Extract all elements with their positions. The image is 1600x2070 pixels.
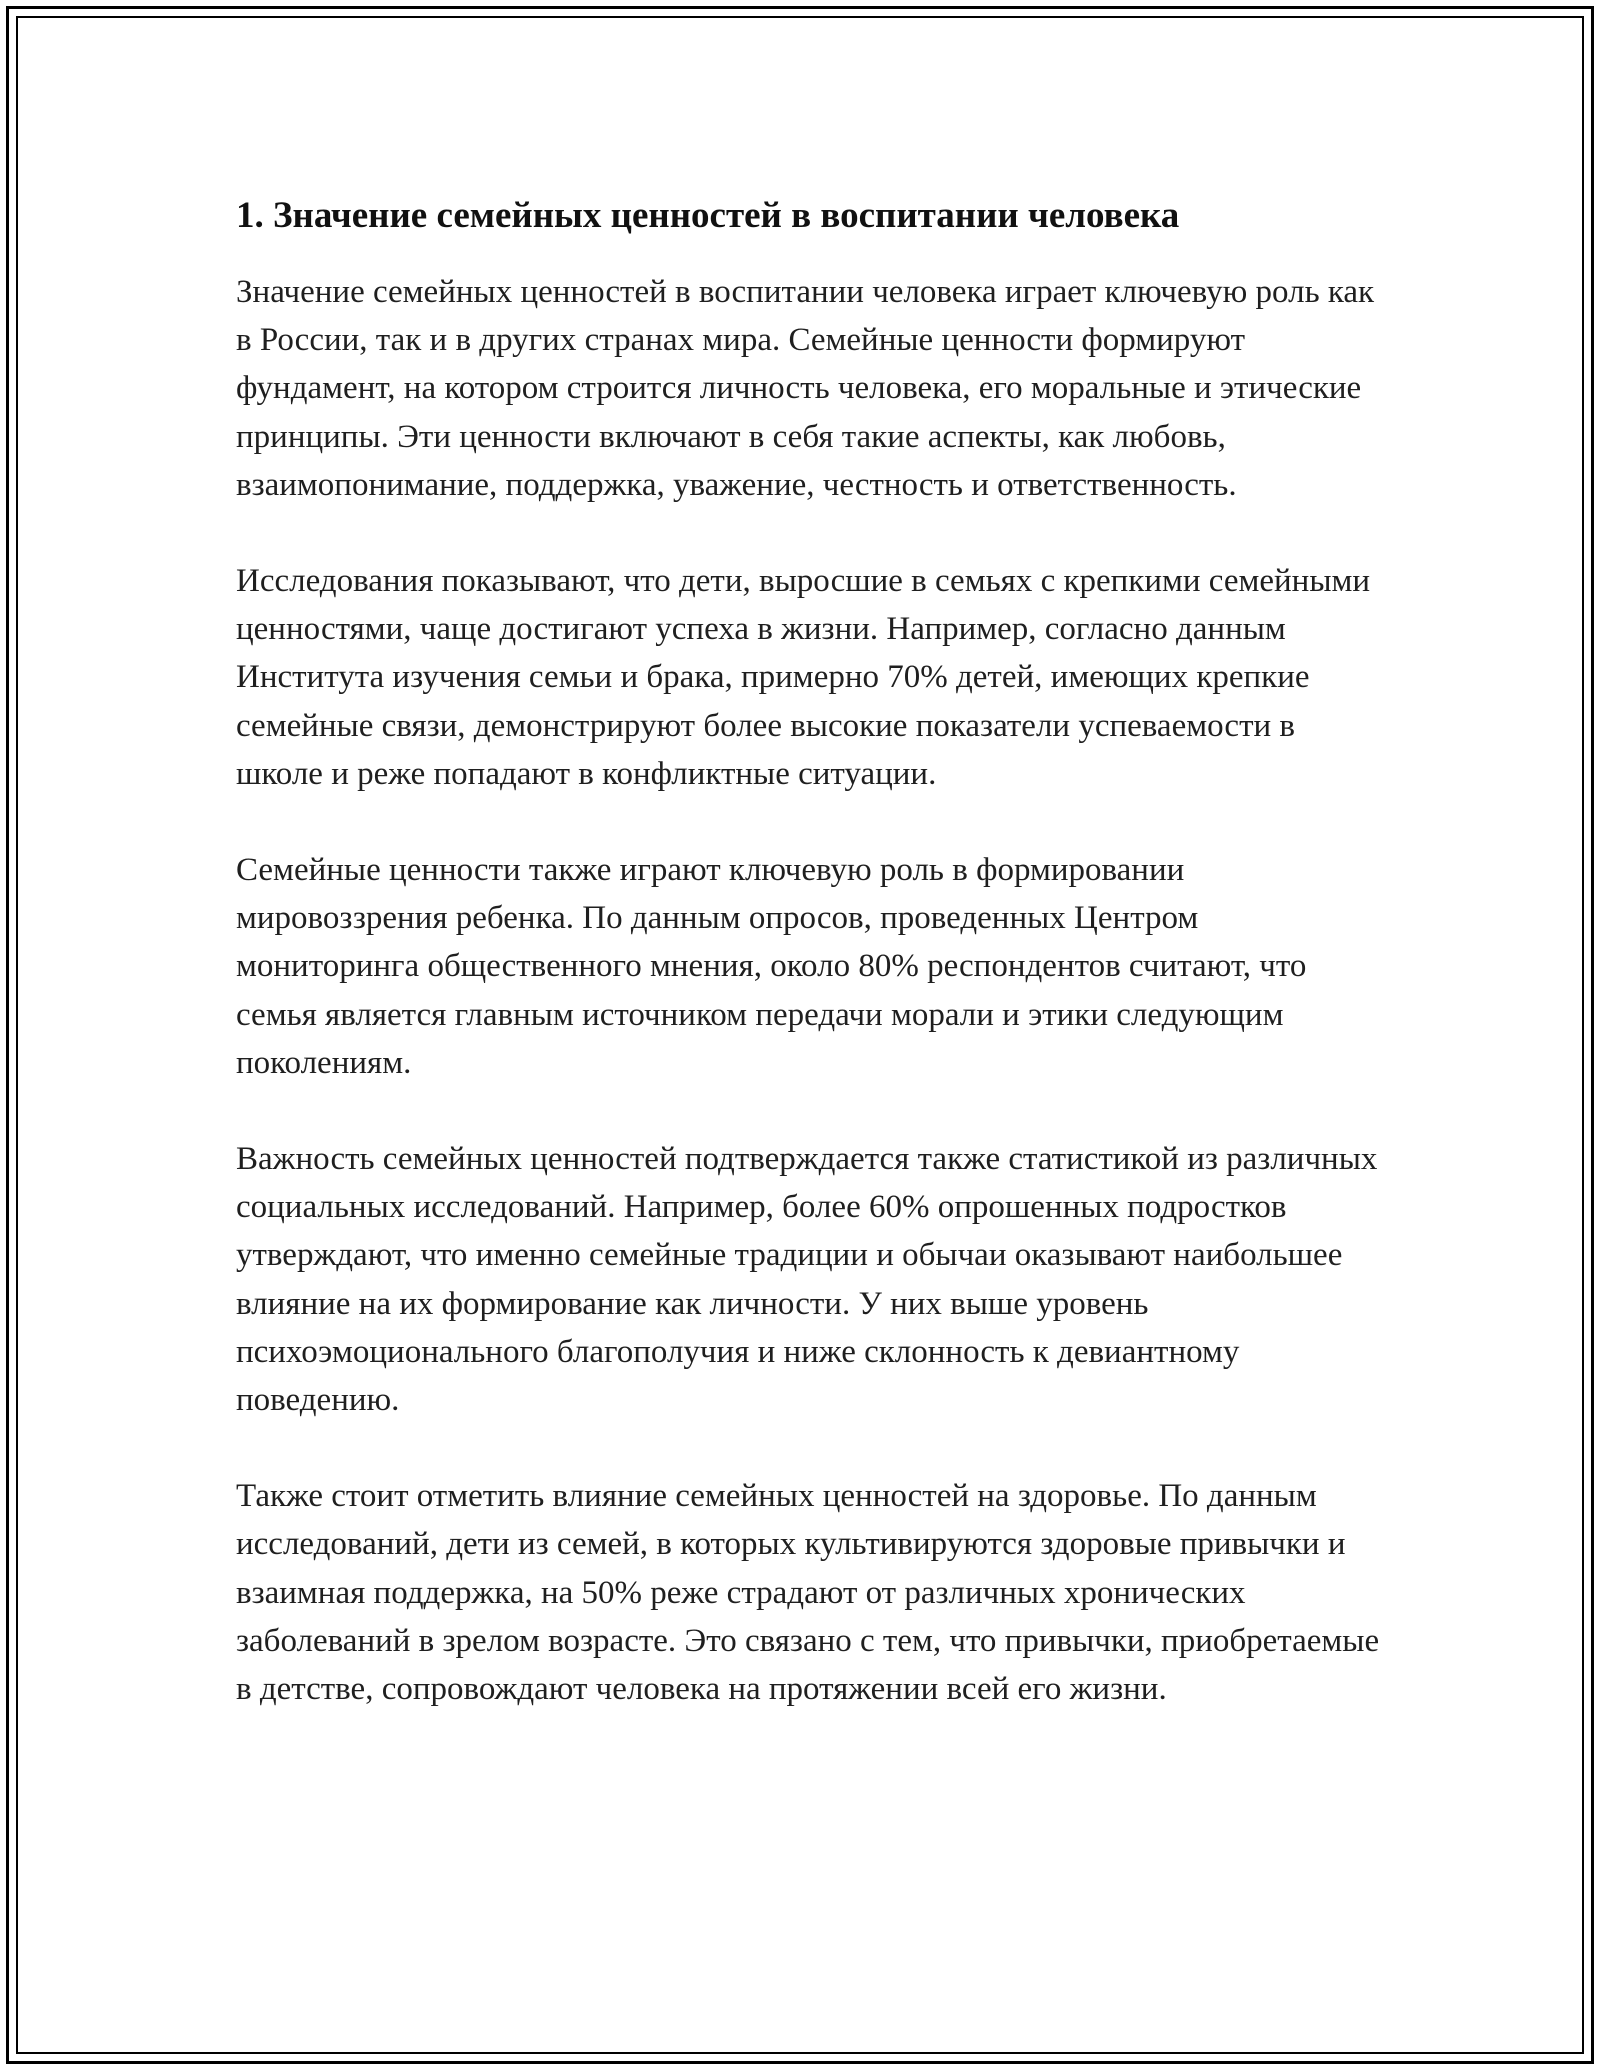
paragraph-2: Исследования показывают, что дети, выросшие в семьях с крепкими семейными ценностями, чаще достигают успеха в жизни. Например, согласно данным Института изучения семьи и брака, примерно 70% детей, имеющих крепкие семейные связи, демонстрируют более высокие показатели успеваемости в школе и реже попадают в конфликтные ситуации. xyxy=(236,563,1371,792)
paragraph-1: Значение семейных ценностей в воспитании человека играет ключевую роль как в России, так и в других странах мира. Семейные ценности формируют фундамент, на котором строится личность человека, его моральные и этические принципы. Эти ценности включают в себя такие аспекты, как любовь, взаимопонимание, поддержка, уважение, честность и ответственность. xyxy=(236,274,1375,503)
paragraph-3: Семейные ценности также играют ключевую роль в формировании мировоззрения ребенка. По данным опросов, проведенных Центром мониторинга общественного мнения, около 80% респондентов считают, что семья является главным источником передачи морали и этики следующим поколениям. xyxy=(236,852,1307,1081)
section-title: 1. Значение семейных ценностей в воспитании человека xyxy=(236,195,1180,236)
document-body xyxy=(236,186,1386,1761)
paragraph-4: Важность семейных ценностей подтверждается также статистикой из различных социальных исследований. Например, более 60% опрошенных подростков утверждают, что именно семейные традиции и обычаи оказывают наибольшее влияние на их формирование как личности. У них выше уровень психоэмоционального благополучия и ниже склонность к девиантному поведению. xyxy=(236,1141,1378,1419)
paragraph-5: Также стоит отметить влияние семейных ценностей на здоровье. По данным исследований, дети из семей, в которых культивируются здоровые привычки и взаимная поддержка, на 50% реже страдают от различных хронических заболеваний в зрелом возрасте. Это связано с тем, что привычки, приобретаемые в детстве, сопровождают человека на протяжении всей его жизни. xyxy=(236,1478,1380,1708)
